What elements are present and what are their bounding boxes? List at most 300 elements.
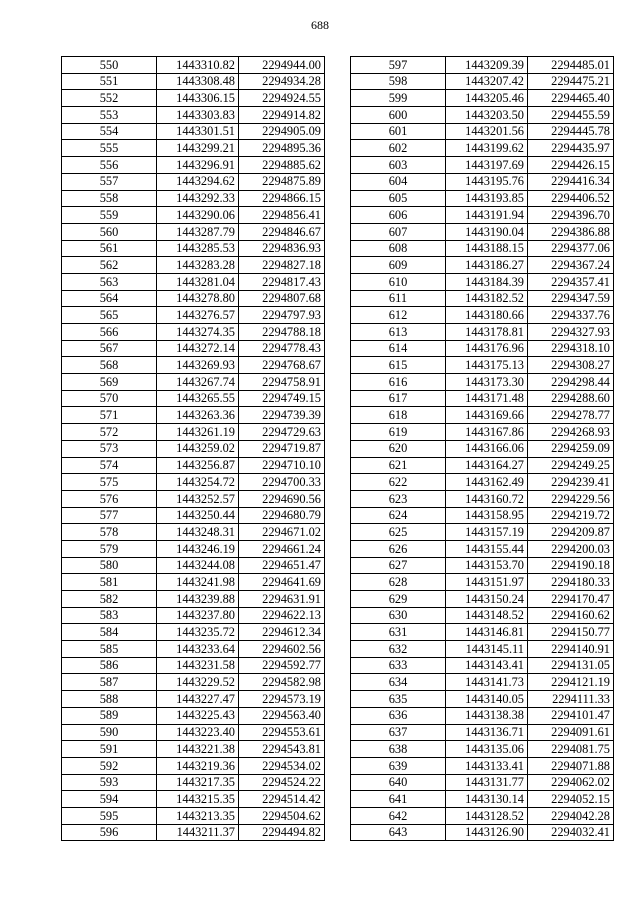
- point-number-cell: 616: [351, 374, 446, 391]
- point-number-cell: 611: [351, 290, 446, 307]
- point-number-cell: 638: [351, 741, 446, 758]
- x-coordinate-cell: 1443285.53: [157, 240, 239, 257]
- x-coordinate-cell: 1443290.06: [157, 207, 239, 224]
- point-number-cell: 635: [351, 691, 446, 708]
- point-number-cell: 640: [351, 774, 446, 791]
- table-row: [62, 374, 325, 391]
- x-coordinate-cell: 1443229.52: [157, 674, 239, 691]
- point-number-cell: 557: [62, 173, 157, 190]
- y-coordinate-cell: 2294914.82: [239, 107, 325, 124]
- point-number-cell: 586: [62, 657, 157, 674]
- y-coordinate-cell: 2294071.88: [528, 757, 614, 774]
- point-number-cell: 558: [62, 190, 157, 207]
- x-coordinate-cell: 1443136.71: [446, 724, 528, 741]
- table-row: [351, 540, 614, 557]
- y-coordinate-cell: 2294259.09: [528, 440, 614, 457]
- point-number-cell: 580: [62, 557, 157, 574]
- x-coordinate-cell: 1443148.52: [446, 607, 528, 624]
- point-number-cell: 613: [351, 324, 446, 341]
- point-number-cell: 596: [62, 824, 157, 841]
- x-coordinate-cell: 1443227.47: [157, 691, 239, 708]
- y-coordinate-cell: 2294485.01: [528, 57, 614, 74]
- x-coordinate-cell: 1443140.05: [446, 691, 528, 708]
- y-coordinate-cell: 2294905.09: [239, 123, 325, 140]
- point-number-cell: 593: [62, 774, 157, 791]
- point-number-cell: 567: [62, 340, 157, 357]
- table-row: [351, 574, 614, 591]
- y-coordinate-cell: 2294592.77: [239, 657, 325, 674]
- table-row: [351, 340, 614, 357]
- table-row: [62, 807, 325, 824]
- y-coordinate-cell: 2294131.05: [528, 657, 614, 674]
- x-coordinate-cell: 1443131.77: [446, 774, 528, 791]
- table-row: [62, 324, 325, 341]
- table-row: [351, 407, 614, 424]
- table-row: [351, 240, 614, 257]
- table-row: [351, 307, 614, 324]
- y-coordinate-cell: 2294944.00: [239, 57, 325, 74]
- table-row: [62, 507, 325, 524]
- table-row: [62, 724, 325, 741]
- x-coordinate-cell: 1443169.66: [446, 407, 528, 424]
- x-coordinate-cell: 1443205.46: [446, 90, 528, 107]
- table-row: [62, 424, 325, 441]
- table-row: [351, 657, 614, 674]
- y-coordinate-cell: 2294200.03: [528, 540, 614, 557]
- x-coordinate-cell: 1443294.62: [157, 173, 239, 190]
- x-coordinate-cell: 1443237.80: [157, 607, 239, 624]
- x-coordinate-cell: 1443128.52: [446, 807, 528, 824]
- table-row: [62, 73, 325, 90]
- x-coordinate-cell: 1443143.41: [446, 657, 528, 674]
- x-coordinate-cell: 1443217.35: [157, 774, 239, 791]
- table-row: [351, 173, 614, 190]
- table-row: [351, 474, 614, 491]
- point-number-cell: 578: [62, 524, 157, 541]
- x-coordinate-cell: 1443250.44: [157, 507, 239, 524]
- y-coordinate-cell: 2294573.19: [239, 691, 325, 708]
- x-coordinate-cell: 1443207.42: [446, 73, 528, 90]
- y-coordinate-cell: 2294091.61: [528, 724, 614, 741]
- table-row: [351, 691, 614, 708]
- x-coordinate-cell: 1443303.83: [157, 107, 239, 124]
- table-row: [62, 290, 325, 307]
- table-row: [62, 240, 325, 257]
- point-number-cell: 630: [351, 607, 446, 624]
- y-coordinate-cell: 2294121.19: [528, 674, 614, 691]
- y-coordinate-cell: 2294768.67: [239, 357, 325, 374]
- point-number-cell: 581: [62, 574, 157, 591]
- y-coordinate-cell: 2294817.43: [239, 273, 325, 290]
- table-row: [351, 774, 614, 791]
- point-number-cell: 583: [62, 607, 157, 624]
- point-number-cell: 584: [62, 624, 157, 641]
- x-coordinate-cell: 1443221.38: [157, 741, 239, 758]
- point-number-cell: 559: [62, 207, 157, 224]
- table-row: [62, 557, 325, 574]
- y-coordinate-cell: 2294631.91: [239, 591, 325, 608]
- table-row: [62, 574, 325, 591]
- y-coordinate-cell: 2294180.33: [528, 574, 614, 591]
- point-number-cell: 594: [62, 791, 157, 808]
- x-coordinate-cell: 1443301.51: [157, 123, 239, 140]
- table-row: [351, 557, 614, 574]
- table-row: [62, 607, 325, 624]
- y-coordinate-cell: 2294435.97: [528, 140, 614, 157]
- x-coordinate-cell: 1443151.97: [446, 574, 528, 591]
- point-number-cell: 577: [62, 507, 157, 524]
- table-row: [351, 707, 614, 724]
- y-coordinate-cell: 2294209.87: [528, 524, 614, 541]
- y-coordinate-cell: 2294318.10: [528, 340, 614, 357]
- table-row: [62, 107, 325, 124]
- y-coordinate-cell: 2294032.41: [528, 824, 614, 841]
- point-number-cell: 634: [351, 674, 446, 691]
- table-row: [351, 257, 614, 274]
- table-row: [351, 824, 614, 841]
- y-coordinate-cell: 2294641.69: [239, 574, 325, 591]
- table-row: [62, 624, 325, 641]
- coordinate-table-left: [61, 56, 325, 841]
- point-number-cell: 573: [62, 440, 157, 457]
- table-row: [62, 357, 325, 374]
- table-row: [351, 90, 614, 107]
- point-number-cell: 590: [62, 724, 157, 741]
- y-coordinate-cell: 2294268.93: [528, 424, 614, 441]
- point-number-cell: 623: [351, 490, 446, 507]
- y-coordinate-cell: 2294582.98: [239, 674, 325, 691]
- y-coordinate-cell: 2294377.06: [528, 240, 614, 257]
- x-coordinate-cell: 1443287.79: [157, 223, 239, 240]
- x-coordinate-cell: 1443201.56: [446, 123, 528, 140]
- table-row: [351, 123, 614, 140]
- point-number-cell: 587: [62, 674, 157, 691]
- y-coordinate-cell: 2294788.18: [239, 324, 325, 341]
- y-coordinate-cell: 2294856.41: [239, 207, 325, 224]
- point-number-cell: 598: [351, 73, 446, 90]
- y-coordinate-cell: 2294042.28: [528, 807, 614, 824]
- y-coordinate-cell: 2294229.56: [528, 490, 614, 507]
- y-coordinate-cell: 2294524.22: [239, 774, 325, 791]
- point-number-cell: 570: [62, 390, 157, 407]
- table-row: [351, 357, 614, 374]
- table-row: [351, 524, 614, 541]
- point-number-cell: 600: [351, 107, 446, 124]
- x-coordinate-cell: 1443223.40: [157, 724, 239, 741]
- y-coordinate-cell: 2294739.39: [239, 407, 325, 424]
- y-coordinate-cell: 2294504.62: [239, 807, 325, 824]
- point-number-cell: 568: [62, 357, 157, 374]
- point-number-cell: 576: [62, 490, 157, 507]
- point-number-cell: 572: [62, 424, 157, 441]
- table-row: [351, 57, 614, 74]
- table-row: [351, 374, 614, 391]
- table-row: [351, 390, 614, 407]
- table-row: [62, 657, 325, 674]
- y-coordinate-cell: 2294797.93: [239, 307, 325, 324]
- point-number-cell: 617: [351, 390, 446, 407]
- x-coordinate-cell: 1443195.76: [446, 173, 528, 190]
- y-coordinate-cell: 2294553.61: [239, 724, 325, 741]
- y-coordinate-cell: 2294758.91: [239, 374, 325, 391]
- y-coordinate-cell: 2294778.43: [239, 340, 325, 357]
- point-number-cell: 550: [62, 57, 157, 74]
- x-coordinate-cell: 1443248.31: [157, 524, 239, 541]
- table-row: [62, 223, 325, 240]
- x-coordinate-cell: 1443213.35: [157, 807, 239, 824]
- x-coordinate-cell: 1443184.39: [446, 273, 528, 290]
- y-coordinate-cell: 2294239.41: [528, 474, 614, 491]
- point-number-cell: 589: [62, 707, 157, 724]
- x-coordinate-cell: 1443272.14: [157, 340, 239, 357]
- y-coordinate-cell: 2294367.24: [528, 257, 614, 274]
- table-row: [62, 457, 325, 474]
- point-number-cell: 564: [62, 290, 157, 307]
- point-number-cell: 619: [351, 424, 446, 441]
- x-coordinate-cell: 1443160.72: [446, 490, 528, 507]
- y-coordinate-cell: 2294827.18: [239, 257, 325, 274]
- x-coordinate-cell: 1443269.93: [157, 357, 239, 374]
- coordinate-table-body: [351, 57, 614, 841]
- point-number-cell: 565: [62, 307, 157, 324]
- table-row: [351, 457, 614, 474]
- point-number-cell: 643: [351, 824, 446, 841]
- point-number-cell: 597: [351, 57, 446, 74]
- y-coordinate-cell: 2294671.02: [239, 524, 325, 541]
- x-coordinate-cell: 1443233.64: [157, 641, 239, 658]
- point-number-cell: 579: [62, 540, 157, 557]
- y-coordinate-cell: 2294357.41: [528, 273, 614, 290]
- x-coordinate-cell: 1443191.94: [446, 207, 528, 224]
- table-row: [351, 440, 614, 457]
- y-coordinate-cell: 2294710.10: [239, 457, 325, 474]
- y-coordinate-cell: 2294406.52: [528, 190, 614, 207]
- x-coordinate-cell: 1443310.82: [157, 57, 239, 74]
- y-coordinate-cell: 2294514.42: [239, 791, 325, 808]
- point-number-cell: 626: [351, 540, 446, 557]
- y-coordinate-cell: 2294081.75: [528, 741, 614, 758]
- table-row: [62, 307, 325, 324]
- table-row: [62, 490, 325, 507]
- point-number-cell: 628: [351, 574, 446, 591]
- y-coordinate-cell: 2294729.63: [239, 424, 325, 441]
- x-coordinate-cell: 1443276.57: [157, 307, 239, 324]
- y-coordinate-cell: 2294170.47: [528, 591, 614, 608]
- point-number-cell: 614: [351, 340, 446, 357]
- point-number-cell: 569: [62, 374, 157, 391]
- y-coordinate-cell: 2294661.24: [239, 540, 325, 557]
- point-number-cell: 637: [351, 724, 446, 741]
- table-row: [62, 791, 325, 808]
- x-coordinate-cell: 1443308.48: [157, 73, 239, 90]
- x-coordinate-cell: 1443155.44: [446, 540, 528, 557]
- point-number-cell: 632: [351, 641, 446, 658]
- x-coordinate-cell: 1443199.62: [446, 140, 528, 157]
- point-number-cell: 601: [351, 123, 446, 140]
- x-coordinate-cell: 1443193.85: [446, 190, 528, 207]
- point-number-cell: 620: [351, 440, 446, 457]
- point-number-cell: 588: [62, 691, 157, 708]
- y-coordinate-cell: 2294690.56: [239, 490, 325, 507]
- y-coordinate-cell: 2294150.77: [528, 624, 614, 641]
- x-coordinate-cell: 1443225.43: [157, 707, 239, 724]
- y-coordinate-cell: 2294622.13: [239, 607, 325, 624]
- y-coordinate-cell: 2294749.15: [239, 390, 325, 407]
- table-row: [62, 741, 325, 758]
- point-number-cell: 627: [351, 557, 446, 574]
- point-number-cell: 605: [351, 190, 446, 207]
- x-coordinate-cell: 1443186.27: [446, 257, 528, 274]
- y-coordinate-cell: 2294700.33: [239, 474, 325, 491]
- table-row: [62, 774, 325, 791]
- x-coordinate-cell: 1443263.36: [157, 407, 239, 424]
- y-coordinate-cell: 2294298.44: [528, 374, 614, 391]
- x-coordinate-cell: 1443150.24: [446, 591, 528, 608]
- x-coordinate-cell: 1443145.11: [446, 641, 528, 658]
- point-number-cell: 551: [62, 73, 157, 90]
- x-coordinate-cell: 1443239.88: [157, 591, 239, 608]
- table-row: [351, 190, 614, 207]
- table-row: [351, 757, 614, 774]
- x-coordinate-cell: 1443259.02: [157, 440, 239, 457]
- point-number-cell: 561: [62, 240, 157, 257]
- y-coordinate-cell: 2294160.62: [528, 607, 614, 624]
- table-row: [62, 140, 325, 157]
- x-coordinate-cell: 1443176.96: [446, 340, 528, 357]
- y-coordinate-cell: 2294465.40: [528, 90, 614, 107]
- point-number-cell: 575: [62, 474, 157, 491]
- x-coordinate-cell: 1443209.39: [446, 57, 528, 74]
- x-coordinate-cell: 1443306.15: [157, 90, 239, 107]
- x-coordinate-cell: 1443219.36: [157, 757, 239, 774]
- table-row: [351, 107, 614, 124]
- point-number-cell: 591: [62, 741, 157, 758]
- y-coordinate-cell: 2294924.55: [239, 90, 325, 107]
- x-coordinate-cell: 1443138.38: [446, 707, 528, 724]
- point-number-cell: 602: [351, 140, 446, 157]
- y-coordinate-cell: 2294416.34: [528, 173, 614, 190]
- point-number-cell: 608: [351, 240, 446, 257]
- point-number-cell: 553: [62, 107, 157, 124]
- point-number-cell: 624: [351, 507, 446, 524]
- y-coordinate-cell: 2294651.47: [239, 557, 325, 574]
- point-number-cell: 610: [351, 273, 446, 290]
- x-coordinate-cell: 1443299.21: [157, 140, 239, 157]
- table-row: [351, 290, 614, 307]
- x-coordinate-cell: 1443190.04: [446, 223, 528, 240]
- table-row: [351, 507, 614, 524]
- point-number-cell: 555: [62, 140, 157, 157]
- table-row: [351, 724, 614, 741]
- x-coordinate-cell: 1443211.37: [157, 824, 239, 841]
- y-coordinate-cell: 2294934.28: [239, 73, 325, 90]
- point-number-cell: 566: [62, 324, 157, 341]
- x-coordinate-cell: 1443235.72: [157, 624, 239, 641]
- point-number-cell: 609: [351, 257, 446, 274]
- y-coordinate-cell: 2294836.93: [239, 240, 325, 257]
- x-coordinate-cell: 1443252.57: [157, 490, 239, 507]
- y-coordinate-cell: 2294288.60: [528, 390, 614, 407]
- point-number-cell: 595: [62, 807, 157, 824]
- point-number-cell: 574: [62, 457, 157, 474]
- table-row: [351, 641, 614, 658]
- point-number-cell: 599: [351, 90, 446, 107]
- table-row: [62, 207, 325, 224]
- point-number-cell: 642: [351, 807, 446, 824]
- point-number-cell: 571: [62, 407, 157, 424]
- x-coordinate-cell: 1443153.70: [446, 557, 528, 574]
- point-number-cell: 631: [351, 624, 446, 641]
- table-row: [62, 641, 325, 658]
- table-row: [351, 741, 614, 758]
- x-coordinate-cell: 1443180.66: [446, 307, 528, 324]
- table-row: [62, 190, 325, 207]
- table-row: [351, 424, 614, 441]
- point-number-cell: 562: [62, 257, 157, 274]
- table-row: [62, 340, 325, 357]
- point-number-cell: 604: [351, 173, 446, 190]
- x-coordinate-cell: 1443215.35: [157, 791, 239, 808]
- table-row: [62, 474, 325, 491]
- table-row: [62, 90, 325, 107]
- point-number-cell: 552: [62, 90, 157, 107]
- x-coordinate-cell: 1443182.52: [446, 290, 528, 307]
- point-number-cell: 585: [62, 641, 157, 658]
- point-number-cell: 556: [62, 157, 157, 174]
- x-coordinate-cell: 1443188.15: [446, 240, 528, 257]
- table-row: [351, 807, 614, 824]
- y-coordinate-cell: 2294111.33: [528, 691, 614, 708]
- coordinate-table-body: [62, 57, 325, 841]
- x-coordinate-cell: 1443167.86: [446, 424, 528, 441]
- table-row: [351, 674, 614, 691]
- table-row: [62, 440, 325, 457]
- x-coordinate-cell: 1443261.19: [157, 424, 239, 441]
- table-row: [62, 123, 325, 140]
- table-row: [351, 140, 614, 157]
- x-coordinate-cell: 1443171.48: [446, 390, 528, 407]
- table-row: [62, 540, 325, 557]
- table-row: [351, 223, 614, 240]
- x-coordinate-cell: 1443164.27: [446, 457, 528, 474]
- table-row: [62, 273, 325, 290]
- y-coordinate-cell: 2294190.18: [528, 557, 614, 574]
- x-coordinate-cell: 1443265.55: [157, 390, 239, 407]
- table-row: [62, 824, 325, 841]
- table-row: [62, 674, 325, 691]
- point-number-cell: 618: [351, 407, 446, 424]
- table-row: [351, 273, 614, 290]
- table-row: [62, 707, 325, 724]
- y-coordinate-cell: 2294612.34: [239, 624, 325, 641]
- point-number-cell: 615: [351, 357, 446, 374]
- y-coordinate-cell: 2294396.70: [528, 207, 614, 224]
- table-row: [351, 624, 614, 641]
- x-coordinate-cell: 1443126.90: [446, 824, 528, 841]
- y-coordinate-cell: 2294602.56: [239, 641, 325, 658]
- x-coordinate-cell: 1443292.33: [157, 190, 239, 207]
- table-row: [62, 57, 325, 74]
- y-coordinate-cell: 2294719.87: [239, 440, 325, 457]
- y-coordinate-cell: 2294062.02: [528, 774, 614, 791]
- table-row: [62, 757, 325, 774]
- x-coordinate-cell: 1443244.08: [157, 557, 239, 574]
- y-coordinate-cell: 2294445.78: [528, 123, 614, 140]
- y-coordinate-cell: 2294455.59: [528, 107, 614, 124]
- table-row: [62, 157, 325, 174]
- point-number-cell: 633: [351, 657, 446, 674]
- point-number-cell: 560: [62, 223, 157, 240]
